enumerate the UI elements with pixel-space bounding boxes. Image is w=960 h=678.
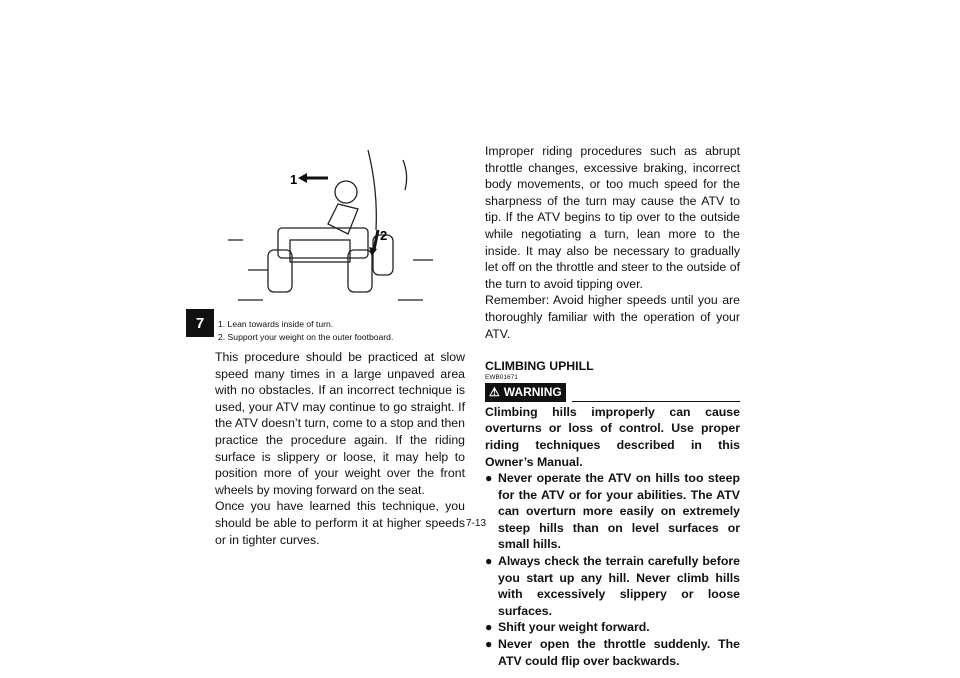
right-column bbox=[485, 143, 740, 669]
figure-label-2: 2 bbox=[380, 228, 388, 243]
atv-turning-illustration bbox=[228, 140, 448, 310]
warning-bullet: ● Always check the terrain carefully before you start up any hill. Never climb hills with excessively slippery or loose surfaces. bbox=[485, 554, 740, 618]
warning-code: EWB01671 bbox=[485, 374, 518, 382]
warning-rule bbox=[572, 401, 740, 402]
page-number: 7-13 bbox=[466, 518, 487, 529]
paragraph: Once you have learned this technique, you should be able to perform it at higher speeds or in tighter curves. bbox=[215, 499, 465, 547]
chapter-tab: 7 bbox=[186, 309, 214, 337]
paragraph: Improper riding procedures such as abrupt throttle changes, excessive braking, incorrect body movements, or too much speed for the sharpness of the turn may cause the ATV to tip. If the ATV begins to tip over to the outside while negotiating a turn, lean more to the inside. It may also be necessary to gradually let off on the throttle and steer to the outside of the turn to avoid tipping over. bbox=[485, 144, 740, 291]
paragraph: Remember: Avoid higher speeds until you are thoroughly familiar with the operation of your ATV. bbox=[485, 293, 740, 341]
section-title: CLIMBING UPHILL bbox=[485, 359, 594, 374]
warning-bullet: ● Never operate the ATV on hills too steep for the ATV or for your abilities. The ATV can overturn more easily on extremely steep hills than on level surfaces or small hills. bbox=[485, 471, 740, 552]
warning-header bbox=[485, 383, 740, 402]
paragraph: This procedure should be practiced at slow speed many times in a large unpaved area with no obstacles. If an incorrect technique is used, your ATV may continue to go straight. If the ATV doesn’t turn, come to a stop and then practice the procedure again. If the riding surface is slippery or loose, it may help to position more of your weight over the front wheels by moving forward on the seat. bbox=[215, 350, 465, 497]
warning-bullet: ● Shift your weight forward. bbox=[485, 620, 650, 635]
caption-1: 1. Lean towards inside of turn. bbox=[218, 319, 334, 329]
figure-caption bbox=[218, 318, 393, 344]
warning-bullet: ● Never open the throttle suddenly. The ATV could flip over backwards. bbox=[485, 637, 740, 668]
caption-2: 2. Support your weight on the outer footboard. bbox=[218, 332, 394, 342]
warning-intro: Climbing hills improperly can cause overturns or loss of control. Use proper riding techniques described in this Owner’s Manual. bbox=[485, 404, 740, 469]
figure-label-1: 1 bbox=[290, 172, 298, 187]
left-column bbox=[215, 349, 465, 548]
warning-label: WARNING bbox=[503, 385, 562, 400]
warning-triangle-icon: ⚠ bbox=[489, 385, 500, 400]
